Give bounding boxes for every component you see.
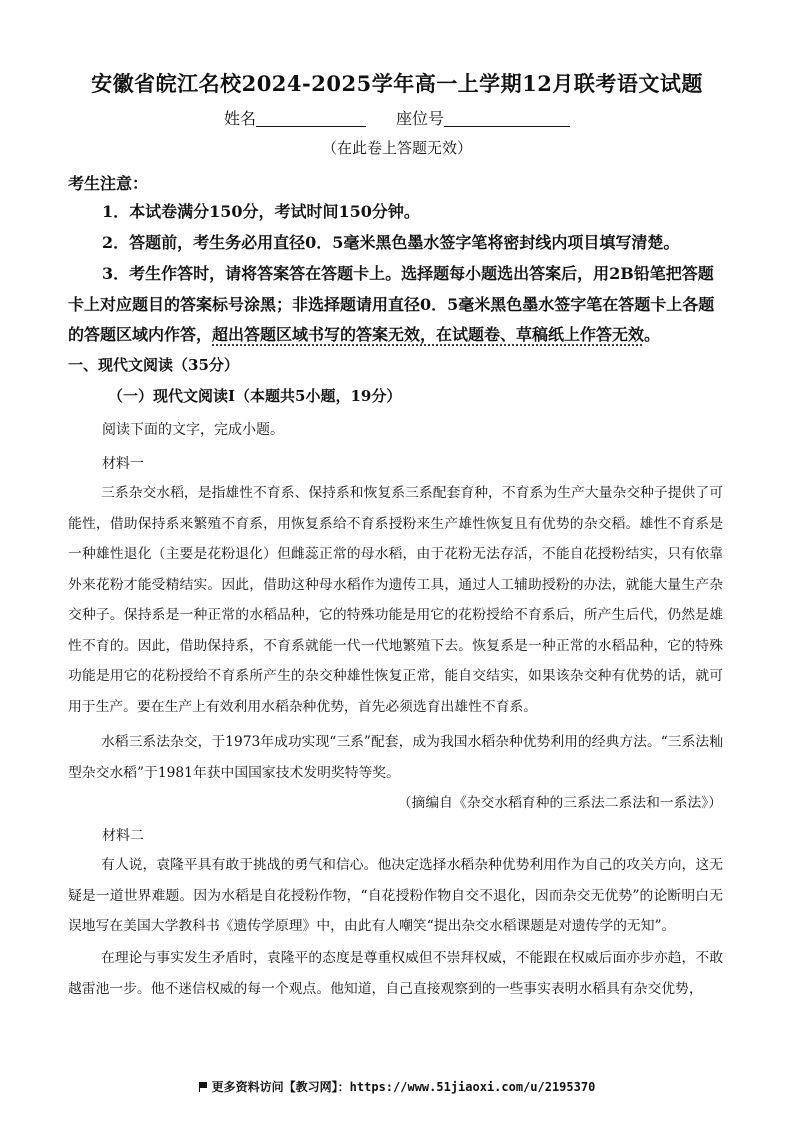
notice-item-1: 1．本试卷满分150分，考试时间150分钟。 xyxy=(102,202,420,221)
notice-heading: 考生注意： xyxy=(68,174,149,193)
name-blank xyxy=(256,110,366,127)
material-1-source: （摘编自《杂交水稻育种的三系法二系法和一系法》） xyxy=(397,795,722,811)
sub-section-heading: （一）现代文阅读Ⅰ（本题共5小题，19分） xyxy=(108,387,402,405)
flag-icon xyxy=(199,1082,208,1092)
seat-label: 座位号 xyxy=(396,109,445,128)
reading-instruction: 阅读下面的文字，完成小题。 xyxy=(102,422,284,438)
notice-item-3 xyxy=(68,259,728,351)
footer-link[interactable] xyxy=(0,1078,794,1095)
name-label: 姓名 xyxy=(223,109,256,128)
notice-item-3-end: 。 xyxy=(644,325,661,344)
footer-text: 更多资料访问【教习网】：https://www.51jiaoxi.com/u/2195370 xyxy=(211,1080,596,1094)
material-1-paragraph-2: 水稻三系法杂交，于1973年成功实现“三系”配套，成为我国水稻杂种优势利用的经典方法。“三系法籼型杂交水稻”于1981年获中国国家技术发明奖特等奖。 xyxy=(68,734,723,781)
notice-item-3-text: 3．考生作答时，请将答案答在答题卡上。选择题每小题选出答案后，用2B铅笔把答题卡上对应题目的答案标号涂黑；非选择题请用直径0．5毫米黑色墨水签字笔在答题卡上各题的答题区域内作答， xyxy=(68,264,715,344)
section-heading: 一、现代文阅读（35分） xyxy=(68,356,239,374)
name-seat-line xyxy=(0,106,794,129)
no-effect-note: （在此卷上答题无效） xyxy=(321,139,472,157)
material-2-label: 材料二 xyxy=(102,828,144,844)
seat-blank xyxy=(444,110,570,127)
notice-item-3-emphasis: 超出答题区域书写的答案无效，在试题卷、草稿纸上作答无效 xyxy=(212,325,645,344)
page-title: 安徽省皖江名校2024-2025学年高一上学期12月联考语文试题 xyxy=(91,71,703,96)
material-1-paragraph-1: 三系杂交水稻，是指雄性不育系、保持系和恢复系三系配套育种，不育系为生产大量杂交种子提供了可能性，借助保持系来繁殖不育系，用恢复系给不育系授粉来生产雄性恢复且有优势的杂交稻。雄性不育系是一种雄性退化（主要是花粉退化）但雌蕊正常的母水稻，由于花粉无法存活，不能自花授粉结实，只有依靠外来花粉才能受精结实。因此，借助这种母水稻作为遗传工具，通过人工辅助授粉的办法，就能大量生产杂交种子。保持系是一种正常的水稻品种，它的特殊功能是用它的花粉授给不育系后，所产生后代，仍然是雄性不育的。因此，借助保持系，不育系就能一代一代地繁殖下去。恢复系是一种正常的水稻品种，它的特殊功能是用它的花粉授给不育系所产生的杂交种雄性恢复正常，能自交结实，如果该杂交种有优势的话，就可用于生产。要在生产上有效利用水稻杂种优势，首先必须选育出雄性不育系。 xyxy=(68,485,723,715)
notice-item-2: 2．答题前，考生务必用直径0．5毫米黑色墨水签字笔将密封线内项目填写清楚。 xyxy=(102,233,680,252)
material-2-paragraph-2: 在理论与事实发生矛盾时，袁隆平的态度是尊重权威但不崇拜权威，不能跟在权威后面亦步亦趋，不敢越雷池一步。他不迷信权威的每一个观点。他知道，自己直接观察到的一些事实表明水稻具有杂交优势， xyxy=(68,950,723,997)
material-1-label: 材料一 xyxy=(102,456,144,472)
material-2-paragraph-1: 有人说，袁隆平具有敢于挑战的勇气和信心。他决定选择水稻杂种优势利用作为自己的攻关方向，这无疑是一道世界难题。因为水稻是自花授粉作物，“自花授粉作物自交不退化，因而杂交无优势”的论断明白无误地写在美国大学教科书《遗传学原理》中，由此有人嘲笑“提出杂交水稻课题是对遗传学的无知”。 xyxy=(68,857,723,934)
